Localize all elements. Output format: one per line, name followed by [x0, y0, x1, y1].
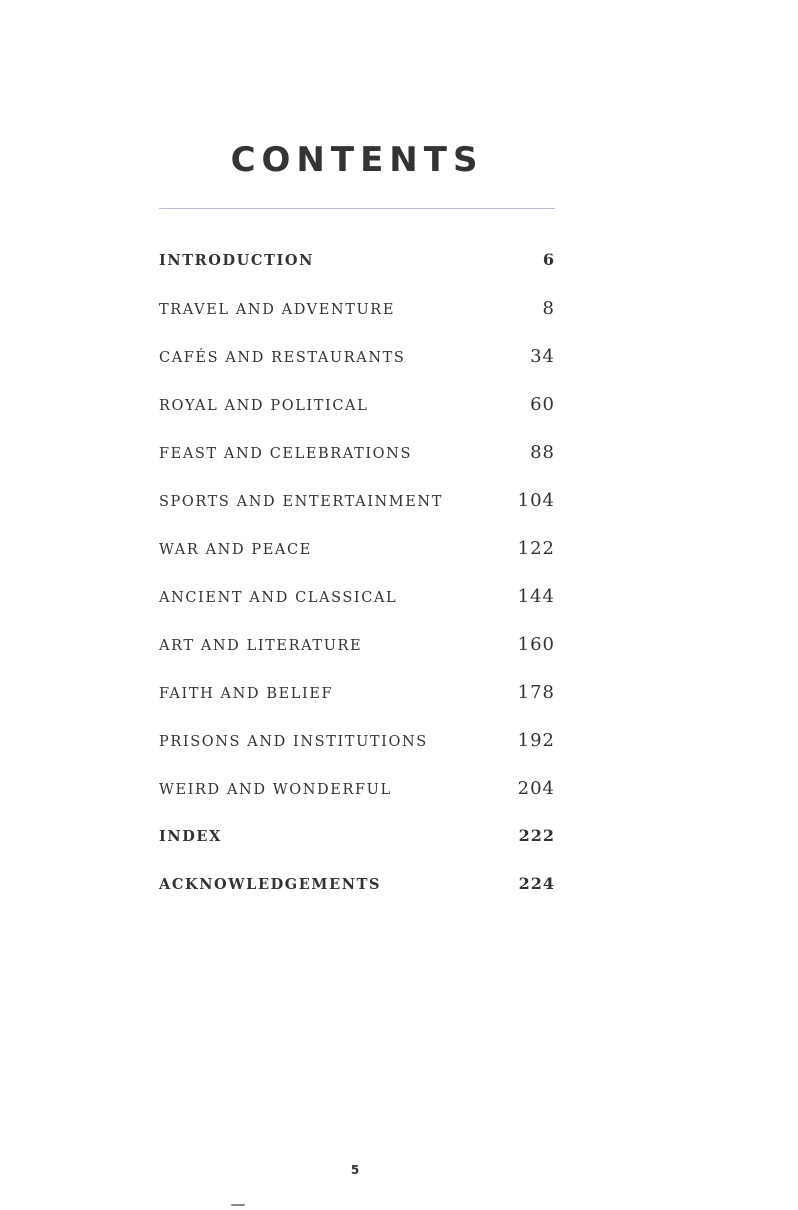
toc-entry-label: CAFÉS AND RESTAURANTS — [159, 350, 406, 366]
toc-entry-label: FAITH AND BELIEF — [159, 686, 334, 702]
toc-entry-page: 144 — [517, 586, 555, 607]
toc-entry-label: ANCIENT AND CLASSICAL — [159, 590, 398, 606]
toc-entry-sports-and-entertainment[interactable] — [159, 490, 555, 538]
toc-entry-label: WAR AND PEACE — [159, 542, 312, 558]
toc-entry-page: 88 — [530, 442, 555, 463]
page-title: CONTENTS — [230, 140, 484, 180]
toc-entry-page: 60 — [530, 394, 555, 415]
toc-entry-page: 6 — [542, 250, 555, 269]
toc-entry-introduction[interactable] — [159, 250, 555, 298]
toc-entry-label: PRISONS AND INSTITUTIONS — [159, 734, 428, 750]
toc-entry-label: ACKNOWLEDGEMENTS — [159, 876, 382, 893]
toc-entry-ancient-and-classical[interactable] — [159, 586, 555, 634]
table-of-contents — [159, 250, 555, 922]
toc-entry-index[interactable] — [159, 826, 555, 874]
toc-entry-acknowledgements[interactable] — [159, 874, 555, 922]
toc-entry-label: ROYAL AND POLITICAL — [159, 398, 369, 414]
toc-entry-weird-and-wonderful[interactable] — [159, 778, 555, 826]
toc-entry-royal-and-political[interactable] — [159, 394, 555, 442]
toc-entry-prisons-and-institutions[interactable] — [159, 730, 555, 778]
scan-speck — [231, 1204, 245, 1206]
toc-entry-page: 8 — [542, 298, 555, 319]
toc-entry-page: 160 — [517, 634, 555, 655]
toc-entry-art-and-literature[interactable] — [159, 634, 555, 682]
toc-entry-label: SPORTS AND ENTERTAINMENT — [159, 494, 443, 510]
toc-entry-label: WEIRD AND WONDERFUL — [159, 782, 392, 798]
toc-entry-label: ART AND LITERATURE — [159, 638, 363, 654]
toc-entry-page: 222 — [518, 826, 555, 845]
toc-entry-war-and-peace[interactable] — [159, 538, 555, 586]
toc-entry-travel-and-adventure[interactable] — [159, 298, 555, 346]
toc-entry-cafes-and-restaurants[interactable] — [159, 346, 555, 394]
title-divider — [159, 208, 555, 209]
toc-entry-label: INTRODUCTION — [159, 252, 314, 269]
toc-entry-label: INDEX — [159, 828, 222, 845]
page-number: 5 — [350, 1163, 360, 1177]
toc-entry-feast-and-celebrations[interactable] — [159, 442, 555, 490]
toc-entry-page: 204 — [517, 778, 555, 799]
toc-entry-label: TRAVEL AND ADVENTURE — [159, 302, 396, 318]
toc-entry-faith-and-belief[interactable] — [159, 682, 555, 730]
toc-entry-page: 104 — [517, 490, 555, 511]
toc-entry-page: 192 — [517, 730, 555, 751]
toc-entry-page: 122 — [517, 538, 555, 559]
toc-entry-label: FEAST AND CELEBRATIONS — [159, 446, 412, 462]
toc-entry-page: 34 — [530, 346, 555, 367]
toc-entry-page: 178 — [517, 682, 555, 703]
toc-entry-page: 224 — [518, 874, 555, 893]
